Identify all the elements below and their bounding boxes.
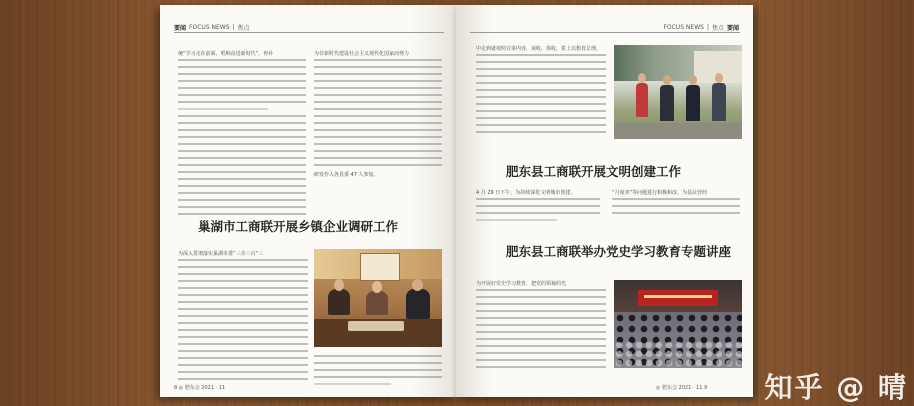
article-title-chaohu: 巢湖市工商联开展乡镇企业调研工作 <box>198 219 399 234</box>
meeting-photo <box>314 249 442 347</box>
right-page-header: FOCUS NEWS | 焦点 要闻 <box>663 23 739 32</box>
paragraph-start: 中走到就按照宣讲内容，谈收、体收，希上以想育总理， <box>476 46 602 52</box>
paragraph-start: 为开展好党史学习教育，把党的领袖的光 <box>476 281 567 287</box>
header-magazine: FOCUS NEWS <box>663 23 704 31</box>
left-bottom-column <box>178 250 308 385</box>
paragraph-start: “月度查”等问题进行积极和改，为县民营经 <box>612 190 708 196</box>
right-top-column <box>476 45 606 138</box>
paragraph-end: 研发作入各县委 47 人参加。 <box>314 172 379 178</box>
header-magazine: FOCUS NEWS <box>189 23 230 31</box>
left-top-column-2 <box>314 50 442 180</box>
header-sub: 焦点 <box>237 24 250 32</box>
article2-column <box>476 280 606 373</box>
right-page-footer: ◎ 肥东会 2021 · 11 9 <box>656 385 708 391</box>
left-page-header: 要闻 FOCUS NEWS | 焦点 <box>174 23 250 32</box>
header-section: 要闻 <box>726 24 739 32</box>
left-page <box>160 5 456 397</box>
watermark: 知乎 @ 晴 <box>764 371 908 404</box>
left-top-column-1 <box>178 50 306 220</box>
header-sub: 焦点 <box>711 24 724 32</box>
visit-photo <box>614 45 742 139</box>
article1-column-1 <box>476 189 600 226</box>
header-section: 要闻 <box>174 24 187 32</box>
article-title-party-history: 肥东县工商联举办党史学习教育专题讲座 <box>506 244 732 259</box>
lecture-photo <box>614 280 742 368</box>
paragraph-start: 统“学习走在前面、唱响奋进新时代”，再补 <box>178 51 274 57</box>
paragraph-start: 为深入贯彻落实巢湖市委“三企三百”三 <box>178 251 264 257</box>
paragraph-start: 为非新时代建设社会主义现代化国家而努力 <box>314 51 410 57</box>
article-title-civilization: 肥东县工商联开展文明创建工作 <box>506 164 682 179</box>
paragraph-start: 4 月 29 日下午，为持续深化文明城市创建， <box>476 190 576 196</box>
right-page <box>456 5 753 397</box>
left-page-footer: 8 ◎ 肥东会 2021 · 11 <box>174 385 226 391</box>
article1-column-2 <box>612 189 740 219</box>
